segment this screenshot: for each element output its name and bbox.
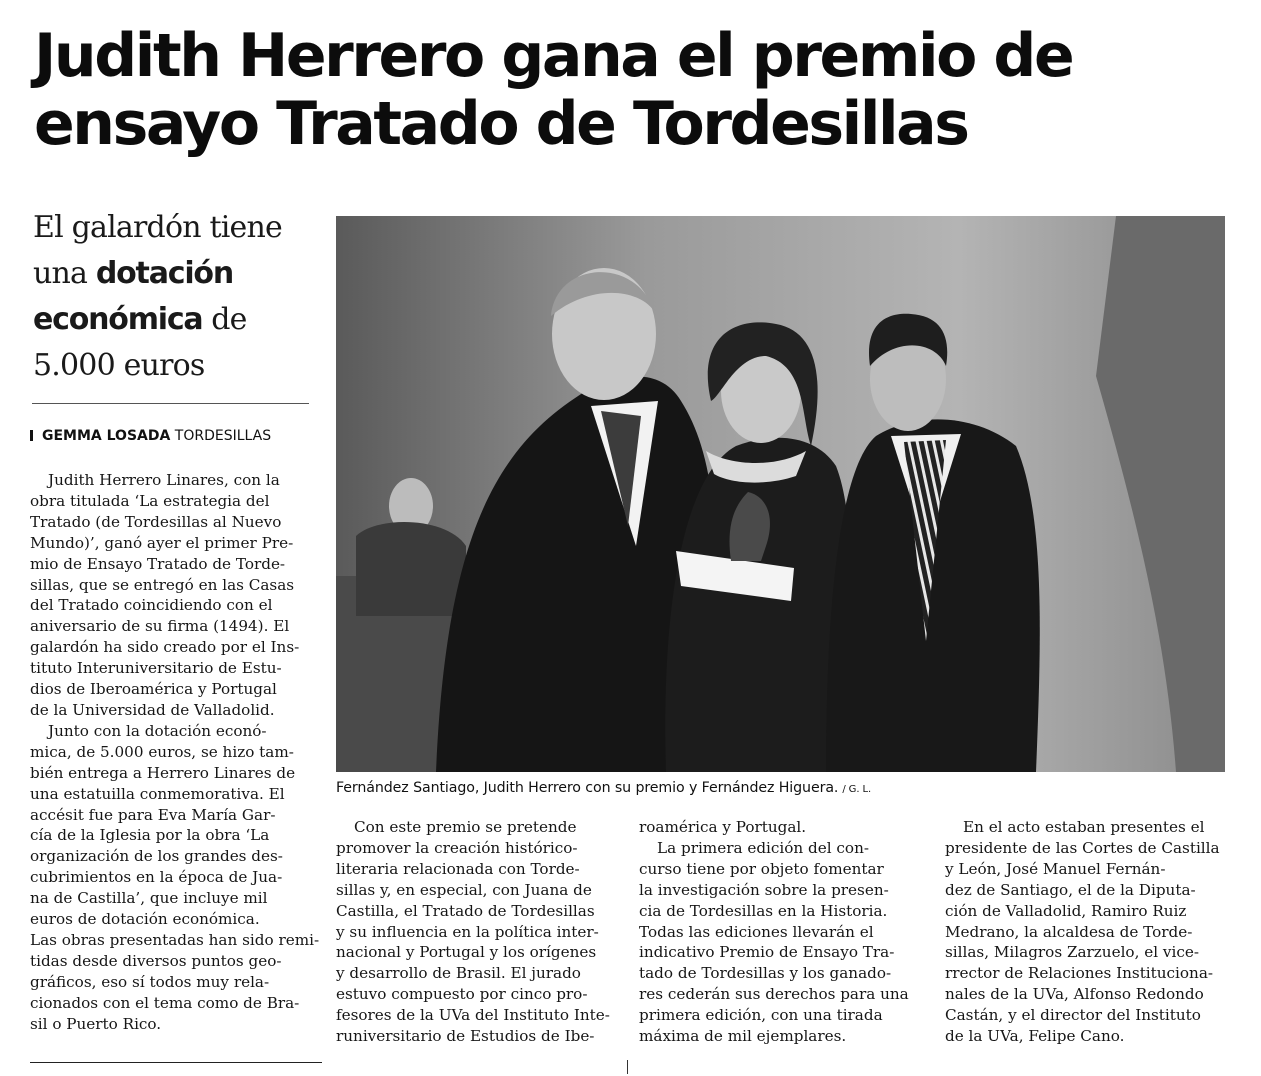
subhead-bold-text: dotación xyxy=(95,256,233,291)
byline-author: GEMMA LOSADA xyxy=(42,428,171,444)
article-line: una estatuilla conmemorativa. El xyxy=(30,784,285,803)
subhead-text: de xyxy=(202,302,247,337)
article-line: cionados con el tema como de Bra- xyxy=(30,993,300,1012)
article-line: primera edición, con una tirada xyxy=(639,1006,883,1025)
photo-illustration xyxy=(336,216,1225,772)
article-line: y su influencia en la política inter- xyxy=(336,922,599,941)
article-line: de la UVa, Felipe Cano. xyxy=(945,1027,1125,1046)
article-line: sillas, que se entregó en las Casas xyxy=(30,575,295,594)
article-line: indicativo Premio de Ensayo Tra- xyxy=(639,943,895,962)
article-column-4 xyxy=(945,817,1235,1047)
article-line: Medrano, la alcaldesa de Torde- xyxy=(945,922,1193,941)
article-line: y León, José Manuel Fernán- xyxy=(945,859,1166,878)
article-line: de la Universidad de Valladolid. xyxy=(30,700,275,719)
article-line: accésit fue para Eva María Gar- xyxy=(30,805,276,824)
article-line: Con este premio se pretende xyxy=(354,818,577,836)
headline-line-2: ensayo Tratado de Tordesillas xyxy=(34,89,968,159)
article-line: y desarrollo de Brasil. El jurado xyxy=(336,964,581,983)
subhead-line-3 xyxy=(33,297,313,343)
article-line: gráficos, eso sí todos muy rela- xyxy=(30,972,270,991)
article-line: dez de Santiago, el de la Diputa- xyxy=(945,880,1196,899)
article-line: nacional y Portugal y los orígenes xyxy=(336,943,597,962)
article-line: roamérica y Portugal. xyxy=(639,818,807,836)
article-line: Las obras presentadas han sido remi- xyxy=(30,930,320,949)
subhead-line-2 xyxy=(33,251,313,297)
article-line: sil o Puerto Rico. xyxy=(30,1014,162,1033)
article-column-3 xyxy=(639,817,929,1047)
article-line: nales de la UVa, Alfonso Redondo xyxy=(945,985,1204,1004)
article-line: rrector de Relaciones Instituciona- xyxy=(945,964,1214,983)
article-line: bién entrega a Herrero Linares de xyxy=(30,763,296,782)
subheadline xyxy=(33,205,313,389)
article-line: galardón ha sido creado por el Ins- xyxy=(30,638,300,657)
byline-marker xyxy=(30,430,33,441)
byline xyxy=(30,428,320,444)
article-line: Tratado (de Tordesillas al Nuevo xyxy=(30,512,282,531)
article-line: cia de Tordesillas en la Historia. xyxy=(639,901,888,920)
subhead-bold-text: económica xyxy=(33,302,203,337)
article-line: obra titulada ‘La estrategia del xyxy=(30,491,270,510)
article-column-1 xyxy=(30,470,320,1034)
caption-text: Fernández Santiago, Judith Herrero con su premio y Fernández Higuera. xyxy=(336,780,839,796)
subhead-line-4: 5.000 euros xyxy=(33,348,205,383)
article-line: ción de Valladolid, Ramiro Ruiz xyxy=(945,901,1187,920)
background-person-body xyxy=(356,522,466,616)
article-line: Castilla, el Tratado de Tordesillas xyxy=(336,901,595,920)
headline-line-1: Judith Herrero gana el premio de xyxy=(34,21,1073,91)
footer-rule xyxy=(30,1062,322,1063)
article-line: del Tratado coincidiendo con el xyxy=(30,596,273,615)
column-rule xyxy=(627,1060,628,1074)
article-line: fesores de la UVa del Instituto Inte- xyxy=(336,1006,610,1025)
article-photo xyxy=(336,216,1225,772)
article-line: tituto Interuniversitario de Estu- xyxy=(30,659,282,678)
article-column-2 xyxy=(336,817,626,1047)
article-line: runiversitario de Estudios de Ibe- xyxy=(336,1027,595,1046)
article-line: res cederán sus derechos para una xyxy=(639,985,909,1004)
article-line: Mundo)’, ganó ayer el primer Pre- xyxy=(30,533,294,552)
article-line: Judith Herrero Linares, con la xyxy=(48,471,280,489)
article-line: La primera edición del con- xyxy=(657,838,869,857)
article-line: cubrimientos en la época de Jua- xyxy=(30,868,283,887)
subhead-line-1: El galardón tiene xyxy=(33,210,282,245)
photo-credit: / G. L. xyxy=(842,784,872,795)
byline-place: TORDESILLAS xyxy=(174,428,272,444)
article-line: sillas y, en especial, con Juana de xyxy=(336,880,592,899)
article-line: literaria relacionada con Torde- xyxy=(336,859,580,878)
subhead-divider xyxy=(32,403,309,404)
article-line: Castán, y el director del Instituto xyxy=(945,1006,1201,1025)
article-line: la investigación sobre la presen- xyxy=(639,880,889,899)
headline xyxy=(34,22,1234,158)
article-line: mio de Ensayo Tratado de Torde- xyxy=(30,554,286,573)
article-line: organización de los grandes des- xyxy=(30,847,283,866)
article-line: estuvo compuesto por cinco pro- xyxy=(336,985,588,1004)
article-line: Junto con la dotación econó- xyxy=(48,721,267,740)
article-line: na de Castilla’, que incluye mil xyxy=(30,889,268,908)
article-line: aniversario de su firma (1494). El xyxy=(30,617,290,636)
photo-caption xyxy=(336,780,1236,796)
article-line: máxima de mil ejemplares. xyxy=(639,1027,847,1046)
article-line: tado de Tordesillas y los ganado- xyxy=(639,964,892,983)
article-line: sillas, Milagros Zarzuelo, el vice- xyxy=(945,943,1199,962)
subhead-text: una xyxy=(33,256,96,291)
article-line: euros de dotación económica. xyxy=(30,910,260,929)
article-line: cía de la Iglesia por la obra ‘La xyxy=(30,826,270,845)
article-line: En el acto estaban presentes el xyxy=(963,818,1205,836)
article-line: promover la creación histórico- xyxy=(336,838,578,857)
article-line: mica, de 5.000 euros, se hizo tam- xyxy=(30,742,294,761)
article-line: presidente de las Cortes de Castilla xyxy=(945,838,1220,857)
article-line: tidas desde diversos puntos geo- xyxy=(30,951,282,970)
article-line: curso tiene por objeto fomentar xyxy=(639,859,884,878)
article-line: Todas las ediciones llevarán el xyxy=(639,922,874,941)
article-line: dios de Iberoamérica y Portugal xyxy=(30,680,277,699)
